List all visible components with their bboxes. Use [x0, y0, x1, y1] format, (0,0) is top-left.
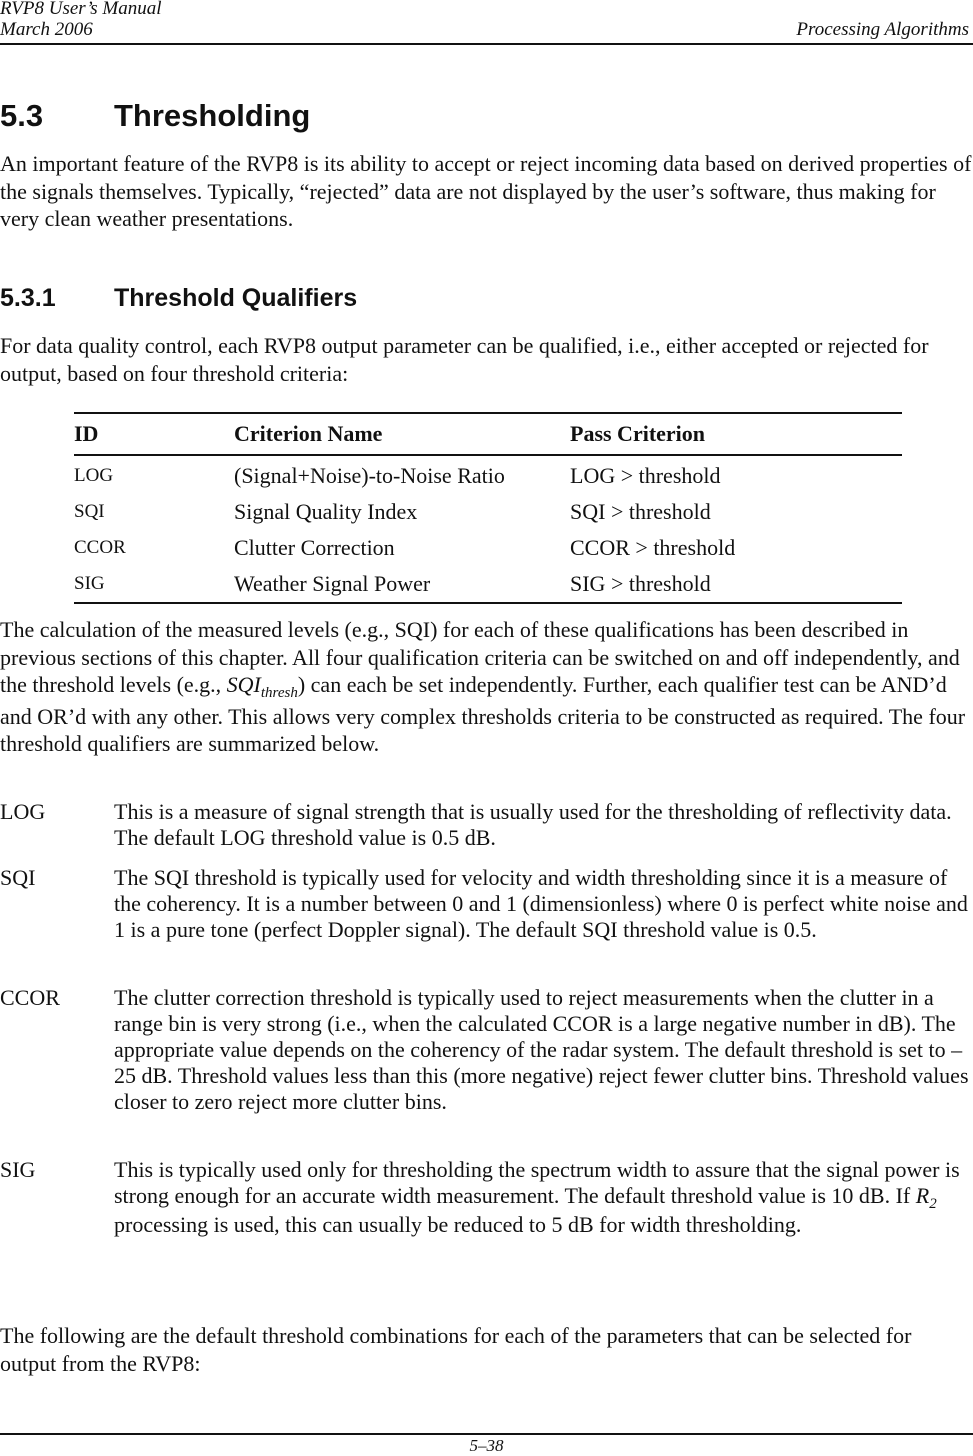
calculation-paragraph [0, 616, 973, 758]
row-pass: LOG > threshold [570, 463, 721, 488]
sqi-thresh-symbol: $SQI_{thresh}$ [226, 672, 298, 701]
header-rule [0, 43, 973, 45]
page-number: 5–38 [469, 1436, 504, 1455]
qualifier-term: LOG [0, 799, 46, 824]
manual-title: RVP8 User’s Manual [0, 0, 162, 19]
row-criterion: Signal Quality Index [234, 499, 418, 524]
row-id: LOG [74, 465, 114, 486]
qualifier-description: This is typically used only for thresholding the spectrum width to assure that the signal power is strong enough for an accurate width measurement. The default threshold value is 10 dB. If $R_2$ processing is used, this can usually be reduced to 5 dB for width thresholding. [114, 1157, 960, 1237]
row-id: CCOR [74, 537, 126, 558]
chapter-title: Processing Algorithms [796, 19, 969, 40]
section-number: 5.3 [0, 98, 44, 133]
header-pass-criterion: Pass Criterion [570, 421, 706, 446]
row-pass: SQI > threshold [570, 499, 711, 524]
closing-paragraph: The following are the default threshold combinations for each of the parameters that can be selected for output from the RVP8: [0, 1323, 912, 1376]
qualifier-description: This is a measure of signal strength that is usually used for the thresholding of reflectivity data. The default LOG threshold value is 0.5 dB. [114, 799, 952, 850]
header-criterion-name: Criterion Name [234, 421, 383, 446]
qualifier-description: The SQI threshold is typically used for velocity and width thresholding since it is a measure of the coherency. It is a number between 0 and 1 (dimensionless) where 0 is perfect white noise and 1 is a pure tone (perfect Doppler signal). The default SQI threshold value is 0.5. [114, 865, 968, 942]
row-criterion: Clutter Correction [234, 535, 395, 560]
qualifier-description: The clutter correction threshold is typically used to reject measurements when the clutter in a range bin is very strong (i.e., when the calculated CCOR is a large negative number in dB). The appropriate value depends on the coherency of the radar system. The default threshold is set to –25 dB. Threshold values less than this (more negative) reject fewer clutter bins. Threshold values closer to zero reject more clutter bins. [114, 985, 969, 1114]
header-id: ID [74, 421, 99, 446]
qualifier-term: SIG [0, 1157, 36, 1182]
qualifier-term: CCOR [0, 985, 60, 1010]
row-criterion: (Signal+Noise)-to-Noise Ratio [234, 463, 505, 488]
subsection-title: Threshold Qualifiers [114, 284, 358, 312]
row-pass: SIG > threshold [570, 571, 711, 596]
table-header-row [74, 413, 902, 455]
r2-symbol: $R_2$ [915, 1183, 937, 1212]
table-row [74, 494, 902, 530]
intro-paragraph: An important feature of the RVP8 is its ability to accept or reject incoming data based on derived properties of the signals themselves. Typically, “rejected” data are not displayed by the user’s software, thus making for very clean weather presentations. [0, 151, 972, 231]
row-id: SIG [74, 573, 105, 594]
qualifier-term: SQI [0, 865, 36, 890]
row-criterion: Weather Signal Power [234, 571, 431, 596]
calc-text-2: ) can each be set independently. Further, each qualifier test can be AND’d and OR’d with any other. This allows very complex thresholds criteria to be constructed as required. The four threshold qualifiers are summarized below. [0, 672, 966, 756]
subsection-intro: For data quality control, each RVP8 output parameter can be qualified, i.e., either accepted or rejected for output, based on four threshold criteria: [0, 333, 929, 386]
calc-text-1: The calculation of the measured levels (e.g., SQI) for each of these qualifications has been described in previous sections of this chapter. All four qualification criteria can be switched on and off independently, and the threshold levels (e.g., [0, 617, 960, 697]
row-pass: CCOR > threshold [570, 535, 736, 560]
section-title: Thresholding [114, 98, 311, 133]
header-date: March 2006 [0, 19, 93, 40]
row-id: SQI [74, 501, 105, 522]
table-row [74, 566, 902, 603]
footer-rule [0, 1433, 973, 1435]
subsection-number: 5.3.1 [0, 284, 56, 312]
table-row [74, 530, 902, 566]
criteria-table [74, 412, 902, 604]
table-row [74, 455, 902, 494]
